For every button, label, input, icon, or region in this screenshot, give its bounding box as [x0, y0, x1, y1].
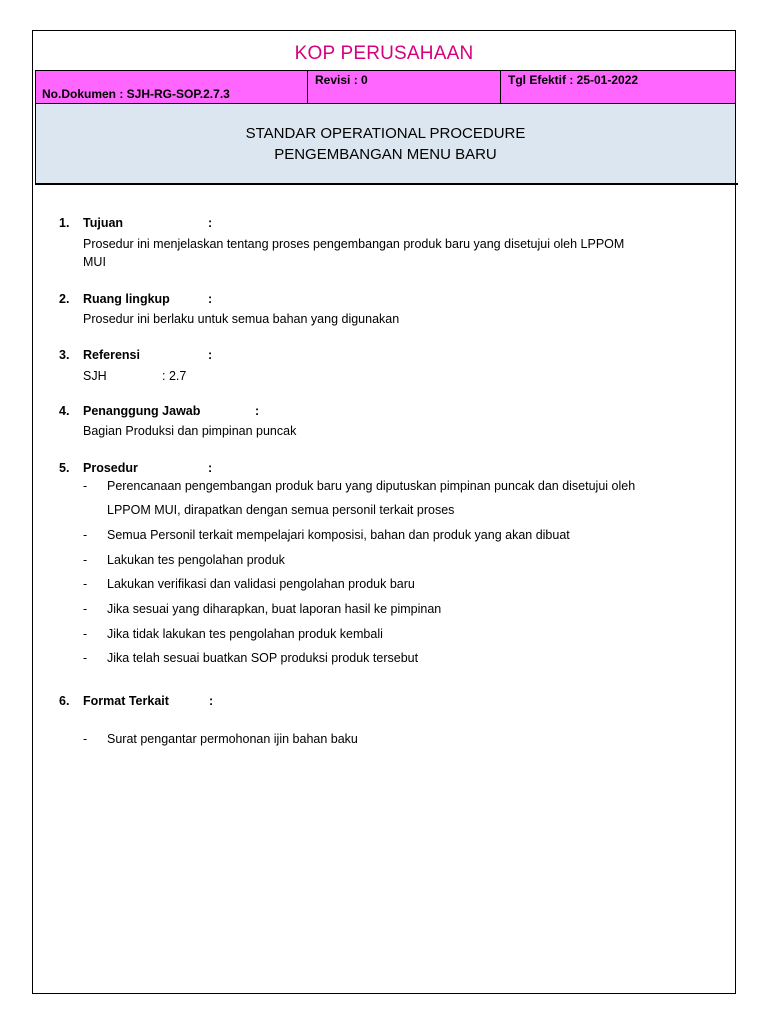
section-number: 4.: [59, 404, 70, 418]
section-colon: :: [208, 348, 213, 362]
section-text: Prosedur ini berlaku untuk semua bahan yang digunakan: [83, 312, 400, 326]
bullet-dash: -: [83, 602, 88, 616]
section-number: 2.: [59, 292, 70, 306]
sop-title-line1: STANDAR OPERATIONAL PROCEDURE: [245, 124, 526, 142]
bullet-dash: -: [83, 651, 88, 665]
section-colon: :: [208, 216, 213, 230]
list-item-text: LPPOM MUI, dirapatkan dengan semua personil terkait proses: [107, 503, 455, 517]
company-letterhead: KOP PERUSAHAAN: [294, 43, 474, 64]
section-number: 6.: [59, 694, 70, 708]
list-item-text: Jika sesuai yang diharapkan, buat laporan hasil ke pimpinan: [107, 602, 442, 616]
sop-title-line2: PENGEMBANGAN MENU BARU: [274, 145, 497, 163]
section-heading: Prosedur: [83, 461, 138, 475]
revision: Revisi : 0: [315, 73, 368, 87]
section-text: MUI: [83, 255, 106, 269]
reference-label: SJH: [83, 369, 107, 383]
section-colon: :: [208, 461, 213, 475]
list-item-text: Jika tidak lakukan tes pengolahan produk kembali: [107, 627, 383, 641]
list-item-text: Surat pengantar permohonan ijin bahan baku: [107, 732, 358, 746]
section-colon: :: [209, 694, 214, 708]
bullet-dash: -: [83, 528, 88, 542]
bullet-dash: -: [83, 732, 88, 746]
effective-date: Tgl Efektif : 25-01-2022: [508, 73, 639, 87]
list-item-text: Jika telah sesuai buatkan SOP produksi produk tersebut: [107, 651, 419, 665]
bullet-dash: -: [83, 553, 88, 567]
section-heading: Referensi: [83, 348, 140, 362]
list-item-text: Lakukan verifikasi dan validasi pengolahan produk baru: [107, 577, 415, 591]
section-text: Prosedur ini menjelaskan tentang proses pengembangan produk baru yang disetujui oleh LPPOM: [83, 237, 625, 251]
reference-value: : 2.7: [162, 369, 187, 383]
doc-number: No.Dokumen : SJH-RG-SOP.2.7.3: [42, 87, 230, 101]
section-colon: :: [255, 404, 260, 418]
section-heading: Ruang lingkup: [83, 292, 170, 306]
section-number: 1.: [59, 216, 70, 230]
section-text: Bagian Produksi dan pimpinan puncak: [83, 424, 297, 438]
list-item-text: Lakukan tes pengolahan produk: [107, 553, 285, 567]
section-heading: Penanggung Jawab: [83, 404, 201, 418]
section-number: 3.: [59, 348, 70, 362]
section-colon: :: [208, 292, 213, 306]
bullet-dash: -: [83, 479, 88, 493]
section-heading: Tujuan: [83, 216, 124, 230]
list-item-text: Semua Personil terkait mempelajari komposisi, bahan dan produk yang akan dibuat: [107, 528, 570, 542]
section-heading: Format Terkait: [83, 694, 169, 708]
bullet-dash: -: [83, 577, 88, 591]
bullet-dash: -: [83, 627, 88, 641]
list-item-text: Perencanaan pengembangan produk baru yang diputuskan pimpinan puncak dan disetujui oleh: [107, 479, 636, 493]
section-number: 5.: [59, 461, 70, 475]
